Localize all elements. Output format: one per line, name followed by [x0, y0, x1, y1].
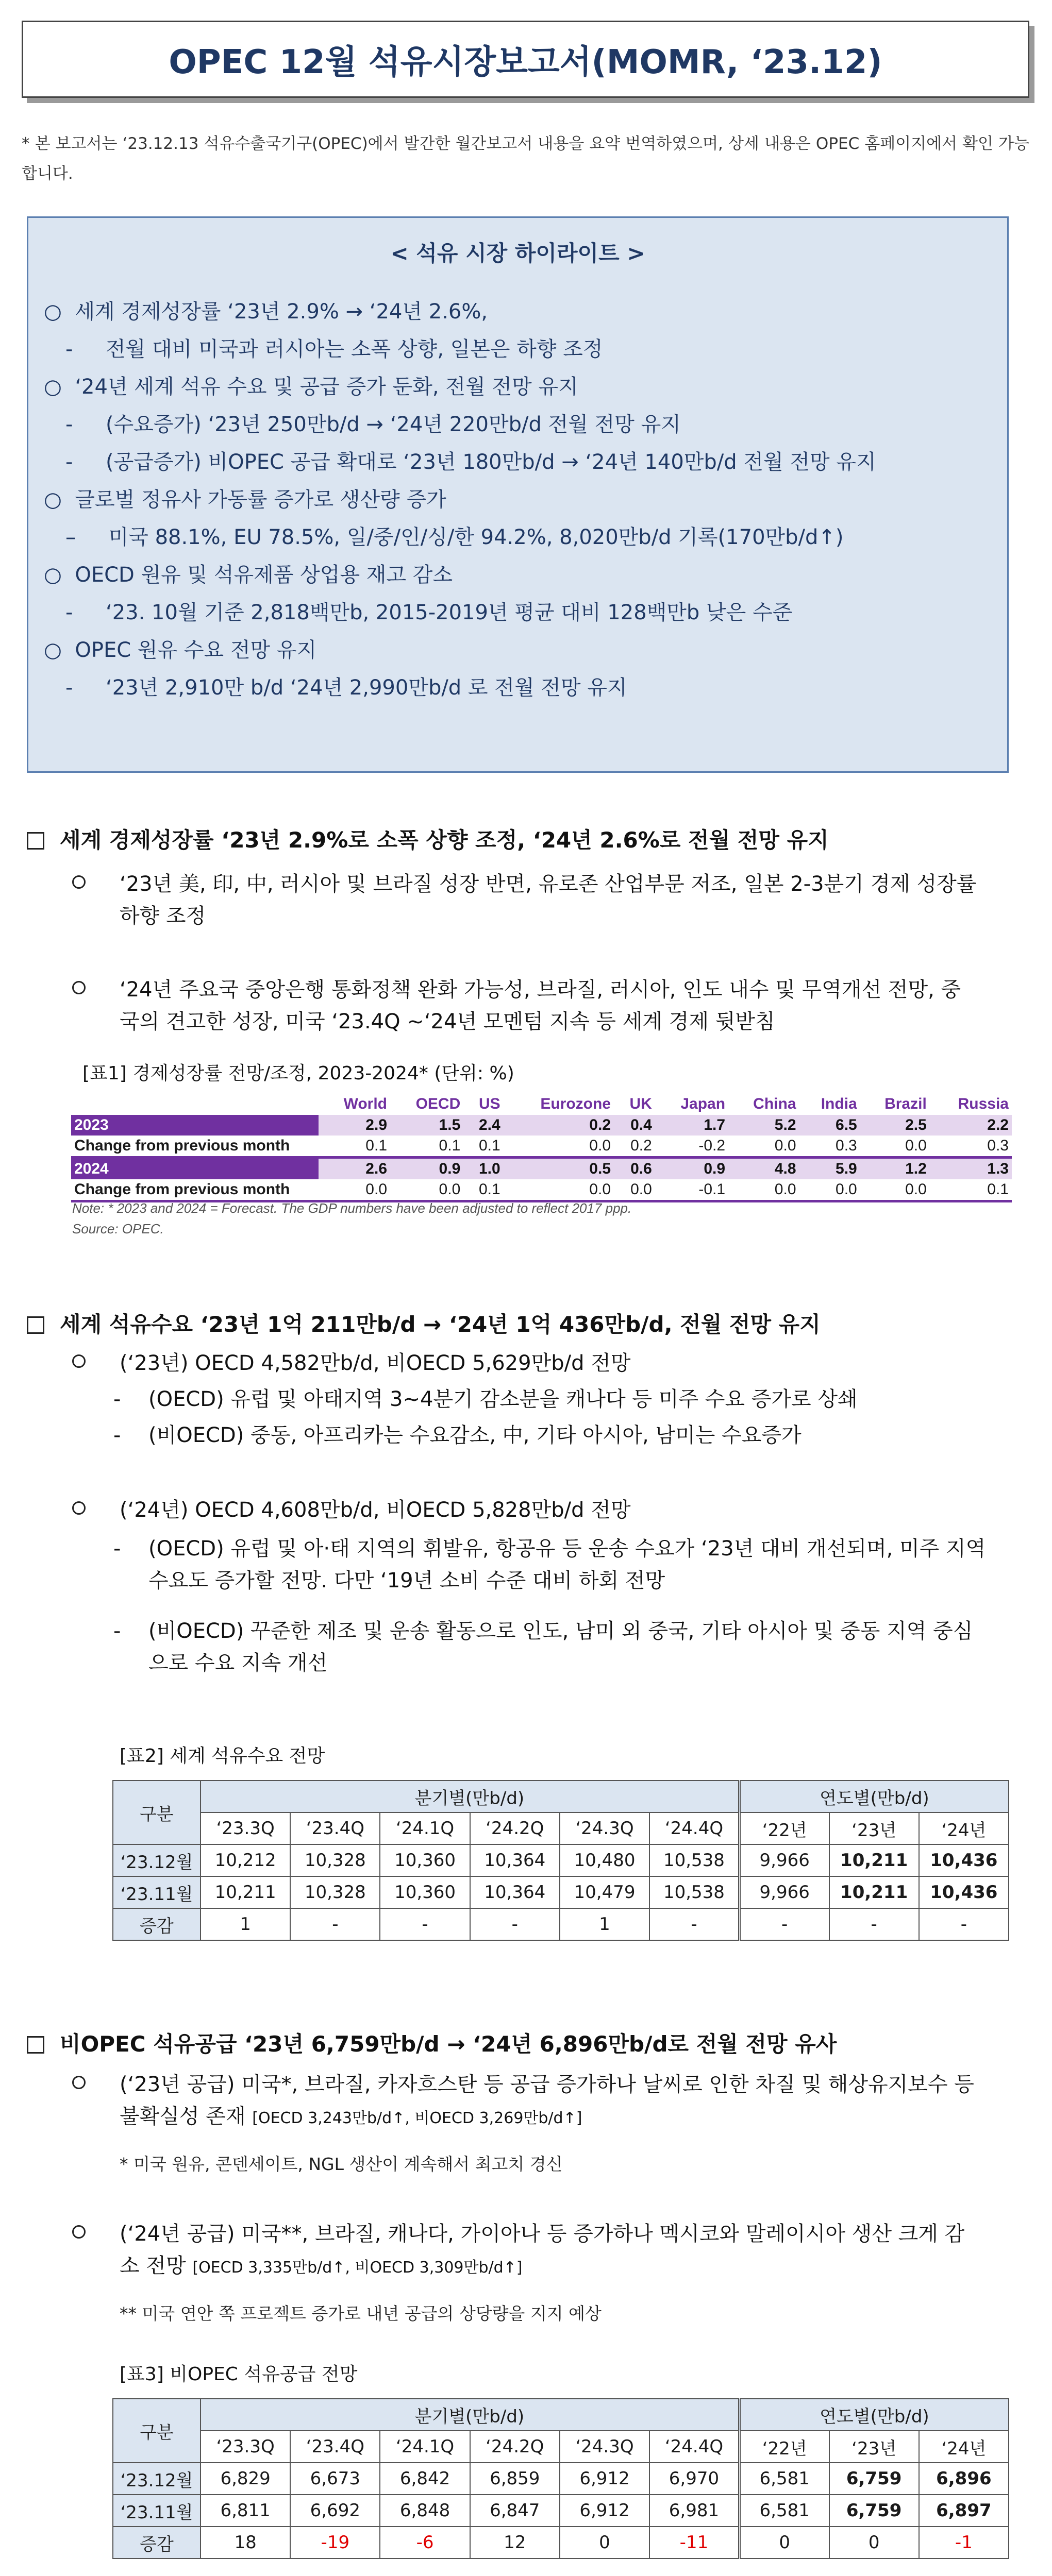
highlight-line: - (수요증가) ‘23년 250만b/d → ‘24년 220만b/d 전월 전망 유지 [65, 413, 681, 436]
section-heading-economy: 세계 경제성장률 ‘23년 2.9%로 소폭 상향 조정, ‘24년 2.6%로 전월 전망 유지 [27, 823, 829, 854]
bullet-item: (‘23년 공급) 미국*, 브라질, 카자흐스탄 등 공급 증가하나 날씨로 인한 차질 및 해상유지보수 등 불확실성 존재 [OECD 3,243만b/d↑, 비OECD 3,269만b/d↑] [72, 2069, 979, 2134]
col-header: ‘24.1Q [380, 2431, 470, 2463]
section-heading-supply: 비OPEC 석유공급 ‘23년 6,759만b/d → ‘24년 6,896만b/d로 전월 전망 유사 [27, 2027, 837, 2058]
quarterly-group-header: 분기별(만b/d) [201, 2399, 739, 2431]
col-header: ‘24.2Q [470, 1812, 560, 1844]
col-header: OECD [415, 1095, 461, 1112]
sub-bullet: - (OECD) 유럽 및 아·태 지역의 휘발유, 항공유 등 운송 수요가 ‘23년 대비 개선되며, 미주 지역 수요도 증가할 전망. 다만 ‘19년 소비 수준 대비 하회 전망 [113, 1537, 986, 1592]
table-row: Change from previous month 0.0 0.0 0.1 0.0 0.0 -0.1 0.0 0.0 0.0 0.1 [71, 1179, 1012, 1201]
col-header: ‘23.3Q [201, 2431, 290, 2463]
highlight-line: - ‘23년 2,910만 b/d ‘24년 2,990만b/d 로 전월 전망 유지 [65, 676, 627, 700]
table-row: 증감 18 -19 -6 12 0 -11 0 0 -1 [113, 2527, 1009, 2558]
col-header: ‘24.2Q [470, 2431, 560, 2463]
table3-caption: [표3] 비OPEC 석유공급 전망 [120, 2364, 358, 2385]
circle-bullet-icon [72, 981, 86, 994]
highlight-line: ○ OPEC 원유 수요 전망 유지 [44, 638, 317, 662]
checkbox-square-icon [27, 1316, 44, 1334]
col-header: ‘22년 [739, 2431, 829, 2463]
highlight-line: ○ 글로벌 정유사 가동률 증가로 생산량 증가 [44, 488, 446, 512]
bullet-item: (‘24년 공급) 미국**, 브라질, 캐나다, 가이아나 등 증가하나 멕시코와 말레이시아 생산 크게 감소 전망 [OECD 3,335만b/d↑, 비OECD 3,309만b/d↑] [72, 2218, 979, 2284]
col-header: ‘24년 [919, 2431, 1009, 2463]
circle-bullet-icon [72, 875, 86, 889]
bullet-item: (‘24년) OECD 4,608만b/d, 비OECD 5,828만b/d 전망 [72, 1494, 979, 1526]
circle-bullet-icon [72, 2225, 86, 2239]
footnote: * 미국 원유, 콘덴세이트, NGL 생산이 계속해서 최고치 경신 [120, 2154, 563, 2174]
col-header: ‘22년 [739, 1812, 829, 1844]
sub-bullet: - (비OECD) 꾸준한 제조 및 운송 활동으로 인도, 남미 외 중국, 기타 아시아 및 중동 지역 중심으로 수요 지속 개선 [113, 1619, 973, 1675]
highlight-line: - (공급증가) 비OPEC 공급 확대로 ‘23년 180만b/d → ‘24년 140만b/d 전월 전망 유지 [65, 450, 876, 474]
bullet-item: ‘23년 美, 印, 中, 러시아 및 브라질 성장 반면, 유로존 산업부문 저조, 일본 2-3분기 경제 성장률 하향 조정 [72, 868, 979, 932]
table2-caption: [표2] 세계 석유수요 전망 [120, 1745, 325, 1767]
sub-bullet: - (OECD) 유럽 및 아태지역 3~4분기 감소분을 캐나다 등 미주 수요 증가로 상쇄 [113, 1387, 858, 1411]
checkbox-square-icon [27, 2036, 44, 2054]
table-corner: 구분 [113, 1781, 201, 1844]
col-header: ‘24년 [919, 1812, 1009, 1844]
col-header: ‘23.4Q [290, 1812, 380, 1844]
highlight-line: ○ OECD 원유 및 석유제품 상업용 재고 감소 [44, 563, 453, 587]
table-row: 2024 2.6 0.9 1.0 0.5 0.6 0.9 4.8 5.9 1.2 1.3 [71, 1158, 1012, 1180]
report-title [22, 21, 1029, 98]
col-header: ‘23.3Q [201, 1812, 290, 1844]
circle-bullet-icon [72, 1501, 86, 1515]
table-corner: 구분 [113, 2399, 201, 2463]
col-header: UK [629, 1095, 652, 1112]
table1-note: Note: * 2023 and 2024 = Forecast. The GDP numbers have been adjusted to reflect 2017 ppp. [72, 1200, 632, 1216]
highlights-box [27, 216, 1009, 773]
highlight-line: ○ 세계 경제성장률 ‘23년 2.9% → ‘24년 2.6%, [44, 300, 488, 324]
col-header: ‘23년 [829, 1812, 919, 1844]
col-header: China [753, 1095, 796, 1112]
table-row: 2023 2.9 1.5 2.4 0.2 0.4 1.7 5.2 6.5 2.5 2.2 [71, 1115, 1012, 1136]
col-header: ‘24.4Q [649, 2431, 739, 2463]
bullet-item: (‘23년) OECD 4,582만b/d, 비OECD 5,629만b/d 전망 [72, 1347, 979, 1379]
circle-bullet-icon [72, 2076, 86, 2089]
table-row: ‘23.11월 10,211 10,328 10,360 10,364 10,479 10,538 9,966 10,211 10,436 [113, 1876, 1009, 1908]
annual-group-header: 연도별(만b/d) [739, 1781, 1009, 1812]
footnote: ** 미국 연안 쪽 프로젝트 증가로 내년 공급의 상당량을 지지 예상 [120, 2303, 602, 2324]
table1-caption: [표1] 경제성장률 전망/조정, 2023-2024* (단위: %) [82, 1063, 514, 1084]
circle-bullet-icon [72, 1354, 86, 1368]
highlight-line: – 미국 88.1%, EU 78.5%, 일/중/인/싱/한 94.2%, 8,020만b/d 기록(170만b/d↑) [65, 526, 844, 549]
highlight-line: - ‘23. 10월 기준 2,818백만b, 2015-2019년 평균 대비 128백만b 낮은 수준 [65, 601, 793, 624]
col-header: Eurozone [540, 1095, 611, 1112]
table1-source: Source: OPEC. [72, 1221, 164, 1236]
table-row: Change from previous month 0.1 0.1 0.1 0.0 0.2 -0.2 0.0 0.3 0.0 0.3 [71, 1136, 1012, 1158]
col-header: Brazil [884, 1095, 927, 1112]
demand-table [112, 1780, 1009, 1941]
bullet-item: ‘24년 주요국 중앙은행 통화정책 완화 가능성, 브라질, 러시아, 인도 내수 및 무역개선 전망, 중국의 견고한 성장, 미국 ‘23.4Q ~‘24년 모멘텀 지속 등 세계 경제 뒷받침 [72, 974, 979, 1038]
col-header: ‘24.1Q [380, 1812, 470, 1844]
table-row: ‘23.12월 6,829 6,673 6,842 6,859 6,912 6,970 6,581 6,759 6,896 [113, 2463, 1009, 2495]
table-row: ‘23.11월 6,811 6,692 6,848 6,847 6,912 6,981 6,581 6,759 6,897 [113, 2495, 1009, 2527]
section-heading-demand: 세계 석유수요 ‘23년 1억 211만b/d → ‘24년 1억 436만b/d, 전월 전망 유지 [27, 1308, 821, 1338]
table-row: ‘23.12월 10,212 10,328 10,360 10,364 10,480 10,538 9,966 10,211 10,436 [113, 1844, 1009, 1876]
highlight-line: - 전월 대비 미국과 러시아는 소폭 상향, 일본은 하향 조정 [65, 337, 603, 361]
col-header: Japan [680, 1095, 726, 1112]
col-header: ‘23년 [829, 2431, 919, 2463]
checkbox-square-icon [27, 832, 44, 850]
col-header: Russia [958, 1095, 1009, 1112]
col-header: ‘24.4Q [649, 1812, 739, 1844]
sub-bullet: - (비OECD) 중동, 아프리카는 수요감소, 中, 기타 아시아, 남미는 수요증가 [113, 1423, 801, 1447]
annual-group-header: 연도별(만b/d) [739, 2399, 1009, 2431]
col-header: ‘24.3Q [560, 2431, 649, 2463]
table-row: 증감 1 - - - 1 - - - - [113, 1908, 1009, 1940]
col-header: India [821, 1095, 857, 1112]
col-header: US [479, 1095, 500, 1112]
col-header: World [343, 1095, 388, 1112]
col-header: ‘24.3Q [560, 1812, 649, 1844]
highlight-line: ○ ‘24년 세계 석유 수요 및 공급 증가 둔화, 전월 전망 유지 [44, 375, 578, 399]
highlights-title: < 석유 시장 하이라이트 > [390, 241, 645, 266]
col-header: ‘23.4Q [290, 2431, 380, 2463]
translation-note: * 본 보고서는 ‘23.12.13 석유수출국기구(OPEC)에서 발간한 월간보고서 내용을 요약 번역하였으며, 상세 내용은 OPEC 홈페이지에서 확인 가능합니다. [22, 134, 1029, 183]
report-title-text: OPEC 12월 석유시장보고서(MOMR, ‘23.12) [169, 43, 882, 81]
quarterly-group-header: 분기별(만b/d) [201, 1781, 739, 1812]
growth-table [71, 1093, 1012, 1202]
supply-table [112, 2398, 1009, 2559]
